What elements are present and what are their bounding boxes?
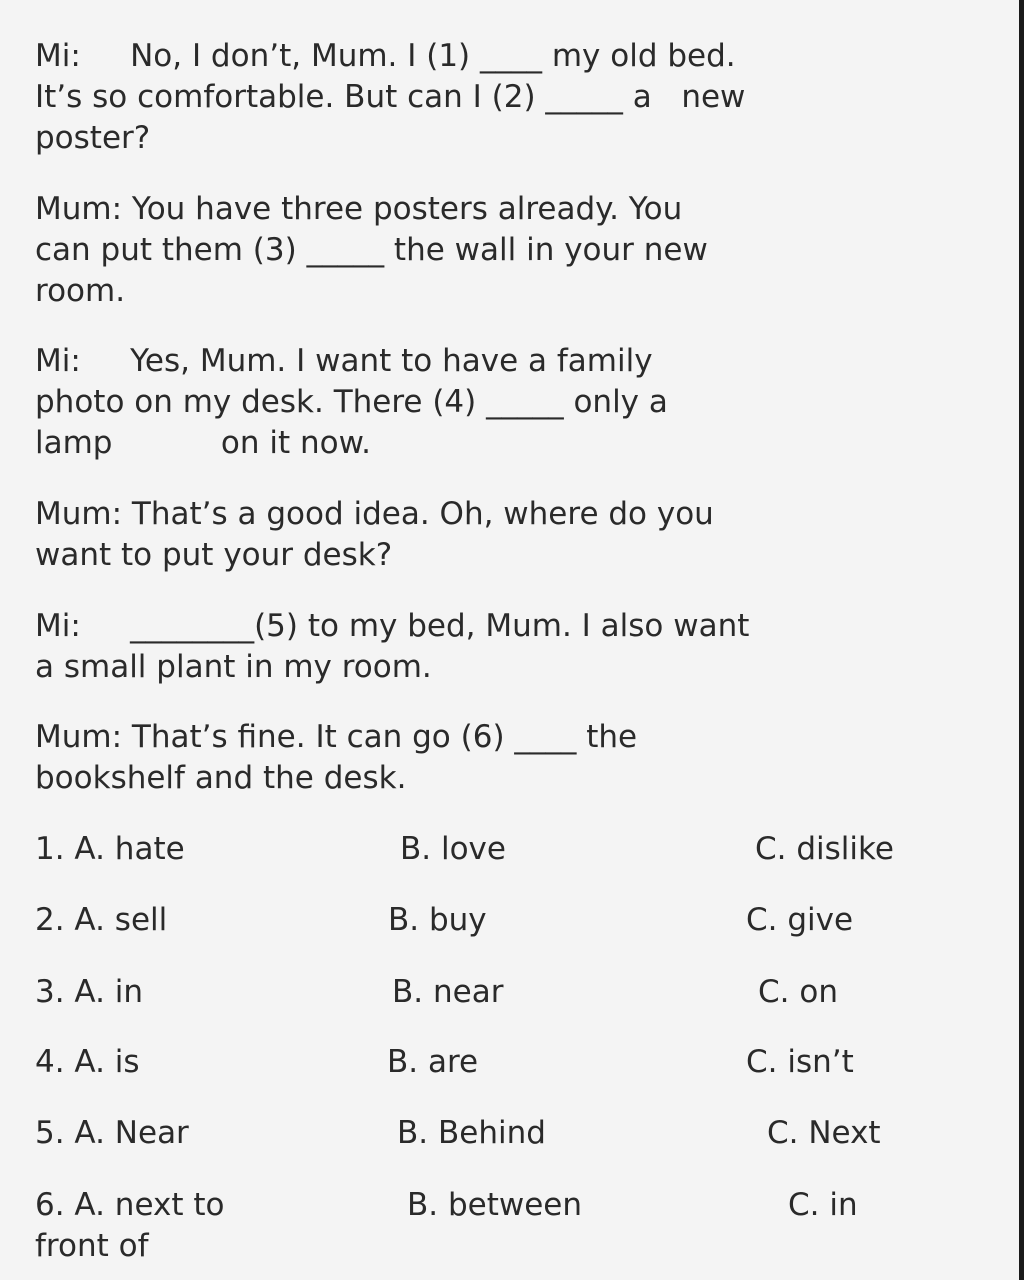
question-5-option-a: 5. A. Near: [35, 1115, 189, 1151]
question-6-option-a-continuation: front of: [35, 1228, 149, 1264]
dialogue-line: Mum: That’s fine. It can go (6) ____ the: [35, 719, 638, 755]
question-3-option-a: 3. A. in: [35, 974, 144, 1010]
dialogue-line: Mum: That’s a good idea. Oh, where do you: [35, 496, 714, 532]
dialogue-line: bookshelf and the desk.: [35, 760, 407, 796]
question-2-option-a: 2. A. sell: [35, 902, 168, 938]
question-6-option-a: 6. A. next to: [35, 1187, 225, 1223]
dialogue-line: can put them (3) _____ the wall in your new: [35, 232, 708, 268]
question-6-option-c: C. in: [788, 1187, 858, 1223]
question-2-option-c: C. give: [746, 902, 854, 938]
dialogue-line: lamp on it now.: [35, 425, 371, 461]
dialogue-line: want to put your desk?: [35, 537, 393, 573]
dialogue-line: It’s so comfortable. But can I (2) _____ a new: [35, 79, 746, 115]
dialogue-line: poster?: [35, 120, 151, 156]
question-5-option-b: B. Behind: [397, 1115, 546, 1151]
question-2-option-b: B. buy: [388, 902, 487, 938]
dialogue-line: Mi: Yes, Mum. I want to have a family: [35, 343, 653, 379]
dialogue-line: Mi: ________(5) to my bed, Mum. I also want: [35, 608, 750, 644]
question-5-option-c: C. Next: [767, 1115, 881, 1151]
dialogue-line: room.: [35, 273, 126, 309]
question-6-option-b: B. between: [407, 1187, 583, 1223]
dialogue-line: photo on my desk. There (4) _____ only a: [35, 384, 668, 420]
right-edge-border: [1019, 0, 1024, 1280]
dialogue-line: Mum: You have three posters already. You: [35, 191, 683, 227]
question-3-option-b: B. near: [392, 974, 504, 1010]
dialogue-line: a small plant in my room.: [35, 649, 432, 685]
question-4-option-c: C. isn’t: [746, 1044, 854, 1080]
question-4-option-b: B. are: [387, 1044, 479, 1080]
question-1-option-a: 1. A. hate: [35, 831, 185, 867]
question-1-option-c: C. dislike: [755, 831, 894, 867]
question-1-option-b: B. love: [400, 831, 506, 867]
question-3-option-c: C. on: [758, 974, 838, 1010]
question-4-option-a: 4. A. is: [35, 1044, 140, 1080]
dialogue-line: Mi: No, I don’t, Mum. I (1) ____ my old bed.: [35, 38, 736, 74]
